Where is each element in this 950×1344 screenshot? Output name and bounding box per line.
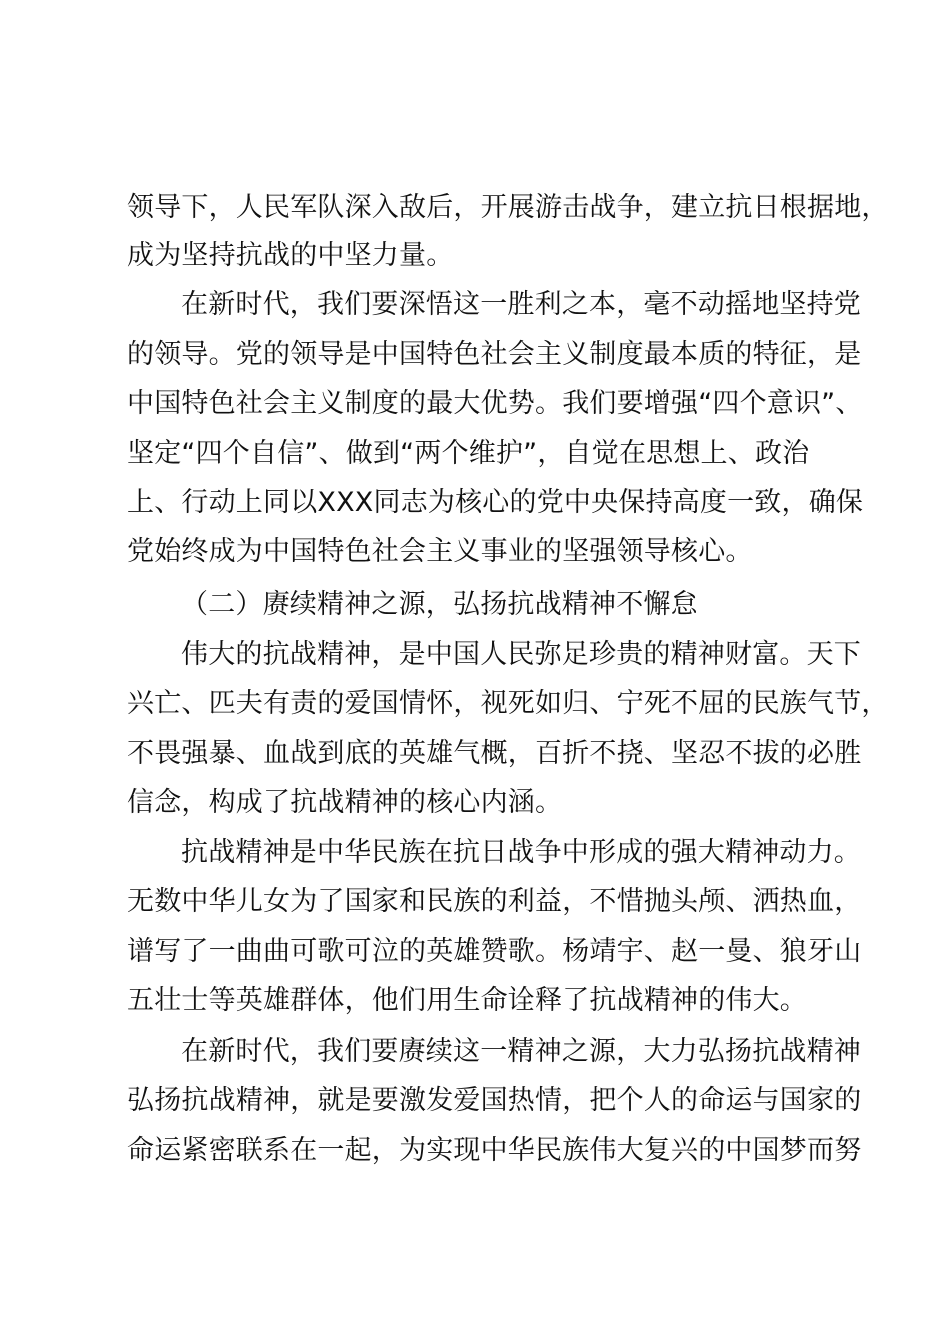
text-line: 坚定“四个自信”、做到“两个维护”，自觉在思想上、政治: [127, 438, 810, 469]
text-line: 五壮士等英雄群体，他们用生命诠释了抗战精神的伟大。: [127, 985, 807, 1016]
paragraph-start: 抗战精神是中华民族在抗日战争中形成的强大精神动力。: [181, 837, 861, 868]
text-line: 无数中华儿女为了国家和民族的利益，不惜抛头颅、洒热血，: [127, 886, 862, 917]
text-line: 信念，构成了抗战精神的核心内涵。: [127, 787, 563, 818]
paragraph-start: 伟大的抗战精神，是中国人民弥足珍贵的精神财富。天下: [181, 639, 861, 670]
text-line: 上、行动上同以XXX同志为核心的党中央保持高度一致，确保: [127, 487, 864, 518]
text-line: 领导下，人民军队深入敌后，开展游击战争，建立抗日根据地，: [127, 192, 889, 223]
text-line: 成为坚持抗战的中坚力量。: [127, 240, 454, 271]
text-line: 命运紧密联系在一起，为实现中华民族伟大复兴的中国梦而努: [127, 1135, 862, 1166]
text-line: 党始终成为中国特色社会主义事业的坚强领导核心。: [127, 536, 753, 567]
text-line: 谱写了一曲曲可歌可泣的英雄赞歌。杨靖宇、赵一曼、狼牙山: [127, 936, 862, 967]
text-line: 中国特色社会主义制度的最大优势。我们要增强“四个意识”、: [127, 388, 863, 419]
text-line: 的领导。党的领导是中国特色社会主义制度最本质的特征，是: [127, 339, 862, 370]
section-heading: （二）赓续精神之源，弘扬抗战精神不懈怠: [181, 589, 698, 620]
paragraph-start: 在新时代，我们要深悟这一胜利之本，毫不动摇地坚持党: [181, 289, 861, 320]
paragraph-start: 在新时代，我们要赓续这一精神之源，大力弘扬抗战精神: [181, 1036, 861, 1067]
text-line: 弘扬抗战精神，就是要激发爱国热情，把个人的命运与国家的: [127, 1085, 862, 1116]
text-line: 不畏强暴、血战到底的英雄气概，百折不挠、坚忍不拔的必胜: [127, 738, 862, 769]
text-line: 兴亡、匹夫有责的爱国情怀，视死如归、宁死不屈的民族气节，: [127, 688, 889, 719]
